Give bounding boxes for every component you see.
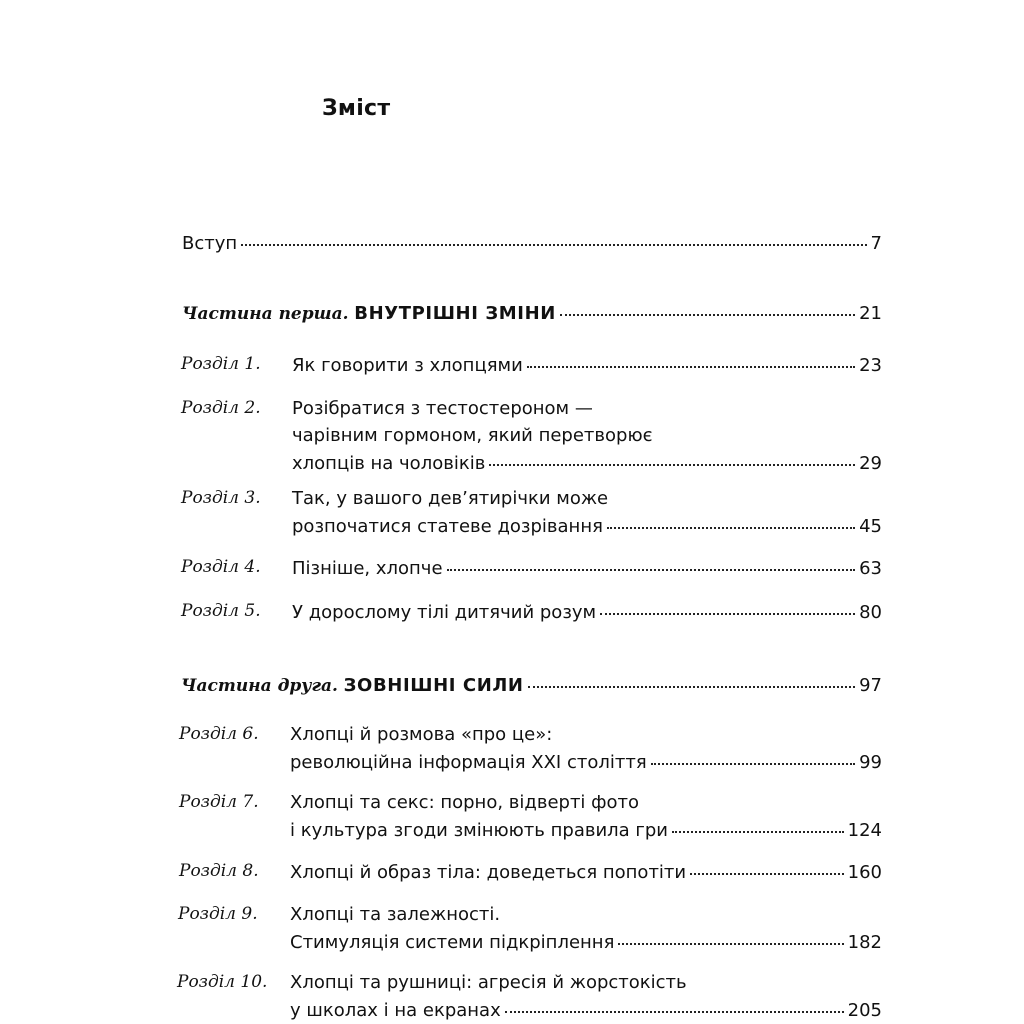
page-number: 80 xyxy=(859,602,882,623)
leader-dots xyxy=(447,551,856,571)
toc-entry-intro xyxy=(0,229,1024,256)
chapter-label: Розділ 3. xyxy=(181,488,261,508)
toc-entry-part-2 xyxy=(0,671,1024,698)
chapter-label: Розділ 2. xyxy=(181,398,261,418)
leader-dots xyxy=(489,446,855,466)
leader-dots xyxy=(505,993,844,1013)
page-number: 21 xyxy=(859,303,882,324)
leader-dots xyxy=(618,925,843,945)
chapter-title-line: революційна інформація XXI століття xyxy=(290,752,647,773)
chapter-title-line: Стимуляція системи підкріплення xyxy=(290,932,615,953)
toc-entry-chapter-6 xyxy=(0,721,1024,775)
chapter-title-line: хлопців на чоловіків xyxy=(292,453,486,474)
page-number: 63 xyxy=(859,558,882,579)
toc-entry-chapter-3 xyxy=(0,485,1024,539)
chapter-label: Розділ 1. xyxy=(181,354,261,374)
page-number: 23 xyxy=(859,355,882,376)
leader-dots xyxy=(241,226,866,246)
chapter-title-line: Як говорити з хлопцями xyxy=(292,355,523,376)
leader-dots xyxy=(672,813,844,833)
page-number: 29 xyxy=(859,453,882,474)
toc-entry-chapter-8 xyxy=(0,858,1024,885)
leader-dots xyxy=(527,348,855,368)
chapter-title-line: і культура згоди змінюють правила гри xyxy=(290,820,668,841)
page-number: 160 xyxy=(847,862,882,883)
part-name: ВНУТРІШНІ ЗМІНИ xyxy=(354,303,556,324)
leader-dots xyxy=(607,509,855,529)
page-number: 99 xyxy=(859,752,882,773)
leader-dots xyxy=(690,855,844,875)
chapter-title-line: Розібратися з тестостероном — xyxy=(292,398,593,419)
page-number: 205 xyxy=(847,1000,882,1021)
chapter-title-line: У дорослому тілі дитячий розум xyxy=(292,602,597,623)
chapter-label: Розділ 6. xyxy=(179,724,259,744)
chapter-label: Розділ 9. xyxy=(178,904,258,924)
chapter-title-line: Хлопці й образ тіла: доведеться попотіти xyxy=(290,862,687,883)
toc-entry-chapter-2 xyxy=(0,395,1024,476)
chapter-title-line: у школах і на екранах xyxy=(290,1000,501,1021)
toc-entry-chapter-9 xyxy=(0,901,1024,955)
toc-entry-chapter-10 xyxy=(0,969,1024,1023)
toc-entry-chapter-1 xyxy=(0,351,1024,378)
chapter-title-line: Хлопці та залежності. xyxy=(290,904,501,925)
chapter-title-line: Хлопці й розмова «про це»: xyxy=(290,724,553,745)
page-number: 182 xyxy=(847,932,882,953)
chapter-label: Розділ 8. xyxy=(179,861,259,881)
part-label: Частина перша. xyxy=(182,304,349,324)
chapter-label: Розділ 10. xyxy=(177,972,268,992)
chapter-title-line: розпочатися статеве дозрівання xyxy=(292,516,603,537)
chapter-title-line: Хлопці та секс: порно, відверті фото xyxy=(290,792,640,813)
page-title: Зміст xyxy=(322,96,391,121)
leader-dots xyxy=(560,296,855,316)
page-number: 45 xyxy=(859,516,882,537)
chapter-title-line: Так, у вашого дев’ятирічки може xyxy=(292,488,609,509)
leader-dots xyxy=(600,595,855,615)
chapter-label: Розділ 5. xyxy=(181,601,261,621)
chapter-title-line: чарівним гормоном, який перетворює xyxy=(292,425,653,446)
part-label: Частина друга. xyxy=(181,676,338,696)
entry-text: Вступ xyxy=(182,233,238,254)
chapter-title-line: Хлопці та рушниці: агресія й жорстокість xyxy=(290,972,687,993)
toc-entry-chapter-5 xyxy=(0,598,1024,625)
leader-dots xyxy=(528,668,855,688)
chapter-title-line: Пізніше, хлопче xyxy=(292,558,443,579)
leader-dots xyxy=(651,745,855,765)
page-number: 124 xyxy=(847,820,882,841)
chapter-label: Розділ 7. xyxy=(179,792,259,812)
page-number: 7 xyxy=(870,233,882,254)
toc-entry-part-1 xyxy=(0,299,1024,326)
page-number: 97 xyxy=(859,675,882,696)
part-name: ЗОВНІШНІ СИЛИ xyxy=(343,675,524,696)
toc-entry-chapter-7 xyxy=(0,789,1024,843)
chapter-label: Розділ 4. xyxy=(181,557,261,577)
toc-entry-chapter-4 xyxy=(0,554,1024,581)
